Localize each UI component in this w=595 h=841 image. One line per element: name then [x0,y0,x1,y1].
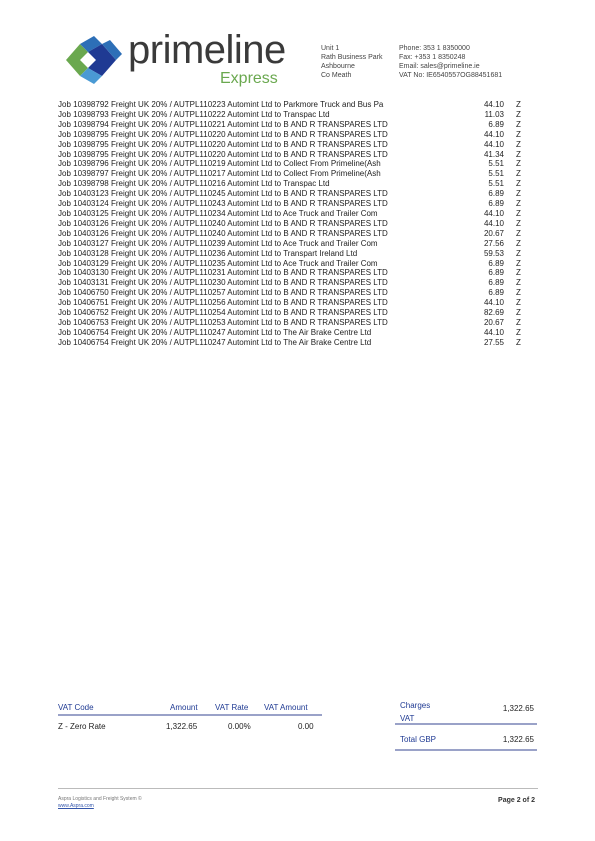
line-description: Job 10398797 Freight UK 20% / AUTPL110217 Automint Ltd to Collect From Primeline(Ash [58,169,381,179]
line-amount: 59.53 [483,248,504,258]
line-description: Job 10398792 Freight UK 20% / AUTPL110223 Automint Ltd to Parkmore Truck and Bus Pa [58,100,384,109]
invoice-line [58,328,538,338]
line-amount: 6.89 [488,288,504,298]
line-amount: 44.10 [483,100,504,109]
charges-label: Charges [400,701,431,710]
vat-header-rate: VAT Rate [215,703,249,712]
vat-row-code: Z - Zero Rate [58,722,106,731]
line-vat-code: Z [516,100,521,109]
total-value: 1,322.65 [502,735,534,744]
invoice-line [58,298,538,308]
line-vat-code: Z [516,298,521,308]
line-vat-code: Z [516,218,521,228]
invoice-lines [58,100,538,348]
line-vat-code: Z [516,149,521,159]
line-description: Job 10398796 Freight UK 20% / AUTPL110219 Automint Ltd to Collect From Primeline(Ash [58,159,381,169]
line-amount: 11.03 [484,109,504,119]
address-line: Rath Business Park [321,54,383,61]
invoice-line [58,318,538,328]
line-description: Job 10403128 Freight UK 20% / AUTPL110236 Automint Ltd to Transpart Ireland Ltd [58,248,358,258]
footer-link[interactable]: www.Aspra.com [58,803,94,809]
line-description: Job 10398795 Freight UK 20% / AUTPL110220 Automint Ltd to B AND R TRANSPARES LTD [58,149,388,159]
invoice-line [58,199,538,209]
line-vat-code: Z [516,109,521,119]
invoice-line [58,308,538,318]
total-label: Total GBP [400,735,437,744]
line-description: Job 10406754 Freight UK 20% / AUTPL110247 Automint Ltd to The Air Brake Centre Ltd [58,327,372,337]
vat-header-amount: Amount [170,703,198,712]
line-description: Job 10403131 Freight UK 20% / AUTPL110230 Automint Ltd to B AND R TRANSPARES LTD [58,278,388,288]
line-amount: 44.10 [483,218,504,228]
line-description: Job 10403126 Freight UK 20% / AUTPL110240 Automint Ltd to B AND R TRANSPARES LTD [58,228,388,238]
vat-row-rate: 0.00% [228,722,251,731]
invoice-line [58,100,538,110]
invoice-line [58,268,538,278]
footer-credit [58,796,142,810]
line-amount: 5.51 [488,179,504,189]
line-amount: 44.10 [483,298,504,308]
line-description: Job 10406751 Freight UK 20% / AUTPL110256 Automint Ltd to B AND R TRANSPARES LTD [58,298,388,308]
address-line: Ashbourne [321,63,355,70]
line-description: Job 10403129 Freight UK 20% / AUTPL110235 Automint Ltd to Ace Truck and Trailer Com [58,258,378,268]
line-amount: 6.89 [488,278,504,288]
line-amount: 27.55 [483,337,504,347]
line-description: Job 10403125 Freight UK 20% / AUTPL110234 Automint Ltd to Ace Truck and Trailer Com [58,208,378,218]
invoice-line [58,229,538,239]
line-vat-code: Z [516,248,521,258]
line-vat-code: Z [516,238,521,248]
line-vat-code: Z [516,169,521,179]
contact-vat-number: VAT No: IE6540557OG88451681 [399,72,503,79]
line-amount: 6.89 [488,268,504,278]
invoice-line [58,169,538,179]
line-amount: 27.56 [483,238,504,248]
invoice-line [58,278,538,288]
line-vat-code: Z [516,327,521,337]
company-contact [399,44,502,80]
contact-email: Email: sales@primeline.ie [399,63,480,70]
contact-phone: Phone: 353 1 8350000 [399,45,470,52]
line-vat-code: Z [516,129,521,139]
line-description: Job 10406750 Freight UK 20% / AUTPL110257 Automint Ltd to B AND R TRANSPARES LTD [58,288,388,298]
line-vat-code: Z [516,179,521,189]
line-vat-code: Z [516,317,521,327]
line-amount: 6.89 [488,189,504,199]
line-vat-code: Z [516,119,521,129]
line-amount: 6.89 [488,119,504,129]
footer-divider [58,788,538,789]
line-amount: 6.89 [488,258,504,268]
vat-header-code: VAT Code [58,703,94,712]
address-line: Co Meath [321,72,352,79]
contact-fax: Fax: +353 1 8350248 [399,54,466,61]
line-vat-code: Z [516,159,521,169]
line-vat-code: Z [516,208,521,218]
line-description: Job 10398795 Freight UK 20% / AUTPL110220 Automint Ltd to B AND R TRANSPARES LTD [58,129,388,139]
invoice-line [58,159,538,169]
line-description: Job 10406753 Freight UK 20% / AUTPL110253 Automint Ltd to B AND R TRANSPARES LTD [58,317,388,327]
invoice-line [58,209,538,219]
line-vat-code: Z [516,139,521,149]
line-amount: 82.69 [483,308,504,318]
line-description: Job 10403124 Freight UK 20% / AUTPL110243 Automint Ltd to B AND R TRANSPARES LTD [58,199,388,209]
footer-credit-text: Aspra Logistics and Freight System © [58,796,142,802]
invoice-line [58,150,538,160]
line-vat-code: Z [516,228,521,238]
invoice-line [58,110,538,120]
invoice-line [58,239,538,249]
line-amount: 41.34 [483,149,504,159]
vat-row-amount: 1,322.65 [166,722,198,731]
line-amount: 44.10 [483,327,504,337]
invoice-line [58,179,538,189]
line-description: Job 10403126 Freight UK 20% / AUTPL110240 Automint Ltd to B AND R TRANSPARES LTD [58,218,388,228]
line-vat-code: Z [516,258,521,268]
line-vat-code: Z [516,308,521,318]
line-description: Job 10406754 Freight UK 20% / AUTPL110247 Automint Ltd to The Air Brake Centre Ltd [58,337,372,347]
line-vat-code: Z [516,278,521,288]
line-description: Job 10398795 Freight UK 20% / AUTPL110220 Automint Ltd to B AND R TRANSPARES LTD [58,139,388,149]
invoice-line [58,249,538,259]
invoice-line [58,140,538,150]
line-amount: 44.10 [483,208,504,218]
line-description: Job 10403127 Freight UK 20% / AUTPL110239 Automint Ltd to Ace Truck and Trailer Com [58,238,378,248]
invoice-line [58,120,538,130]
line-description: Job 10403123 Freight UK 20% / AUTPL110245 Automint Ltd to B AND R TRANSPARES LTD [58,189,388,199]
summary-rule [395,723,537,725]
invoice-line [58,219,538,229]
line-vat-code: Z [516,337,521,347]
primeline-logo-icon [66,36,122,84]
line-amount: 5.51 [488,159,504,169]
invoice-line [58,259,538,269]
vat-header-vat-amount: VAT Amount [264,703,308,712]
line-vat-code: Z [516,199,521,209]
vat-label: VAT [400,714,415,723]
line-description: Job 10403130 Freight UK 20% / AUTPL110231 Automint Ltd to B AND R TRANSPARES LTD [58,268,388,278]
line-amount: 20.67 [483,228,504,238]
vat-row-vat-amount: 0.00 [298,722,314,731]
line-vat-code: Z [516,189,521,199]
line-description: Job 10398793 Freight UK 20% / AUTPL110222 Automint Ltd to Transpac Ltd [58,109,330,119]
brand-subtitle: Express [220,70,278,87]
line-description: Job 10398798 Freight UK 20% / AUTPL110216 Automint Ltd to Transpac Ltd [58,179,330,189]
invoice-line [58,130,538,140]
charges-value: 1,322.65 [502,704,534,713]
line-vat-code: Z [516,268,521,278]
total-rule [395,749,537,751]
line-amount: 44.10 [483,129,504,139]
company-logo [66,28,286,88]
invoice-line [58,189,538,199]
line-amount: 5.51 [488,169,504,179]
line-amount: 6.89 [488,199,504,209]
page-number: Page 2 of 2 [498,797,535,804]
address-line: Unit 1 [321,45,340,52]
line-amount: 44.10 [483,139,504,149]
line-vat-code: Z [516,288,521,298]
vat-header-rule [58,714,322,716]
line-amount: 20.67 [483,317,504,327]
brand-name: primeline [128,28,286,72]
line-description: Job 10406752 Freight UK 20% / AUTPL110254 Automint Ltd to B AND R TRANSPARES LTD [58,308,388,318]
company-address [321,44,382,80]
invoice-line [58,338,538,348]
line-description: Job 10398794 Freight UK 20% / AUTPL110221 Automint Ltd to B AND R TRANSPARES LTD [58,119,388,129]
invoice-line [58,288,538,298]
